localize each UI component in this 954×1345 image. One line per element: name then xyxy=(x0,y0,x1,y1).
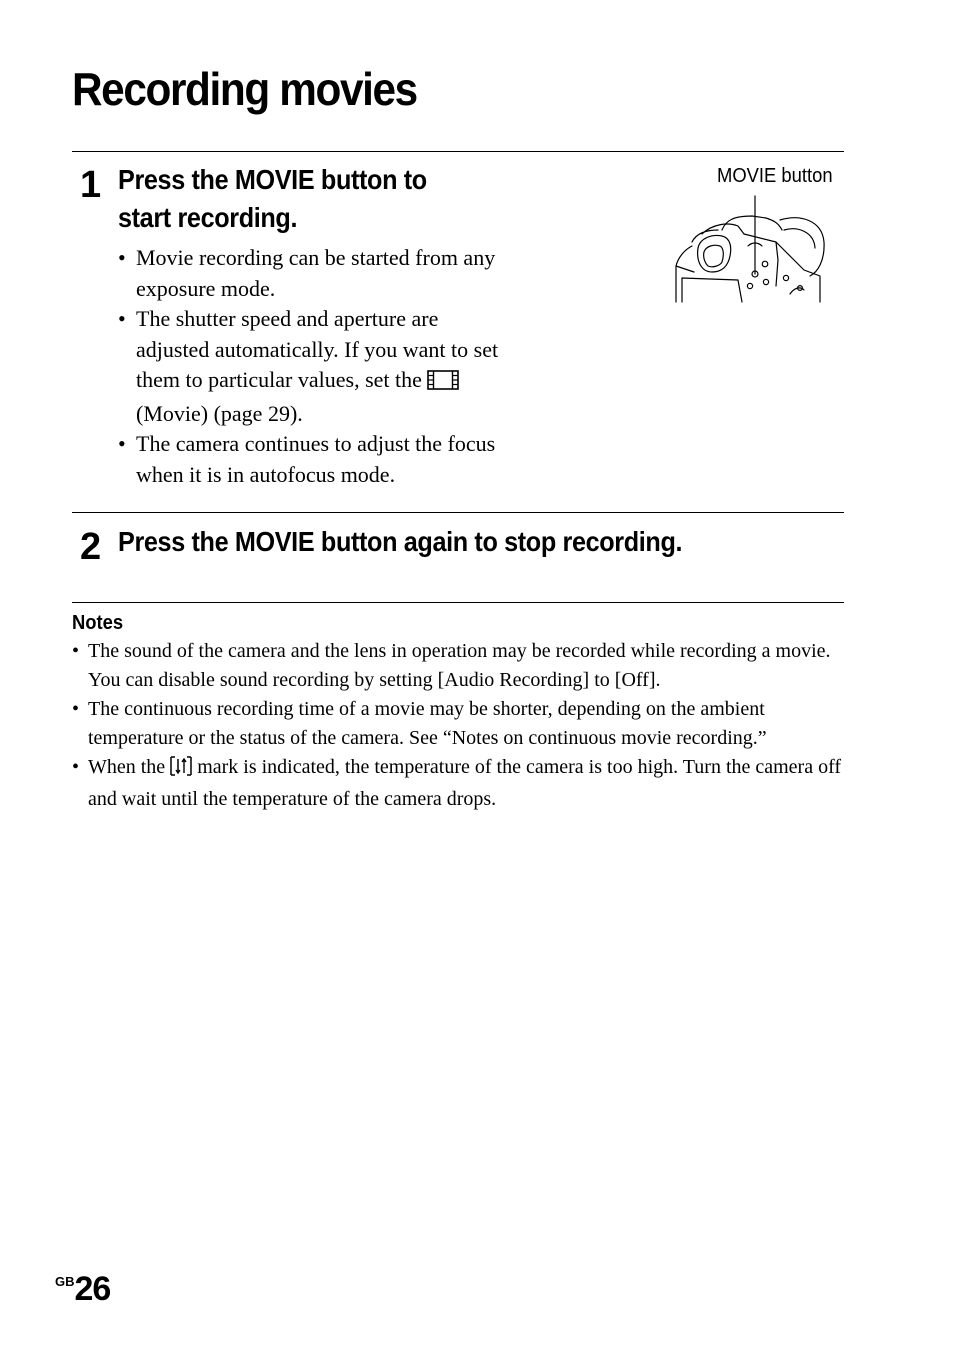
section-divider xyxy=(72,151,844,152)
temperature-warning-icon xyxy=(170,756,192,785)
notes-heading: Notes xyxy=(72,612,124,634)
list-item: • Movie recording can be started from any exposure mode. xyxy=(118,243,503,304)
page-number xyxy=(55,1270,110,1309)
step-1-title-line2: start recording. xyxy=(118,202,298,233)
list-item: • The camera continues to adjust the focus when it is in autofocus mode. xyxy=(118,429,503,490)
step-2-number: 2 xyxy=(80,526,102,568)
section-divider xyxy=(72,602,844,603)
step-1-bullets xyxy=(118,243,503,490)
notes-list xyxy=(72,637,852,814)
list-item: • When the mark is indicated, the temperature of the camera is too high. Turn the camera off and wait until the temperature of the camera drops. xyxy=(72,753,852,814)
section-divider xyxy=(72,512,844,513)
step-1-title-line1: Press the MOVIE button to xyxy=(118,164,427,195)
region-code: GB xyxy=(55,1274,75,1289)
page-number-value: 26 xyxy=(74,1270,111,1308)
list-item: • The sound of the camera and the lens in operation may be recorded while recording a movie. You can disable sound recording by setting [Audio Recording] to [Off]. xyxy=(72,637,852,695)
movie-button-callout-label: MOVIE button xyxy=(717,165,833,187)
step-2-title: Press the MOVIE button again to stop recording. xyxy=(118,526,683,557)
step-1-title xyxy=(118,161,427,237)
camera-illustration xyxy=(672,190,827,303)
list-item: • The continuous recording time of a movie may be shorter, depending on the ambient temperature or the status of the camera. See “Notes on continuous movie recording.” xyxy=(72,695,852,753)
list-item: • The shutter speed and aperture are adjusted automatically. If you want to set them to particular values, set the (Movie) (page 29). xyxy=(118,304,503,429)
movie-mode-icon xyxy=(427,368,459,399)
page-title: Recording movies xyxy=(72,63,417,115)
step-1-number: 1 xyxy=(80,164,102,206)
